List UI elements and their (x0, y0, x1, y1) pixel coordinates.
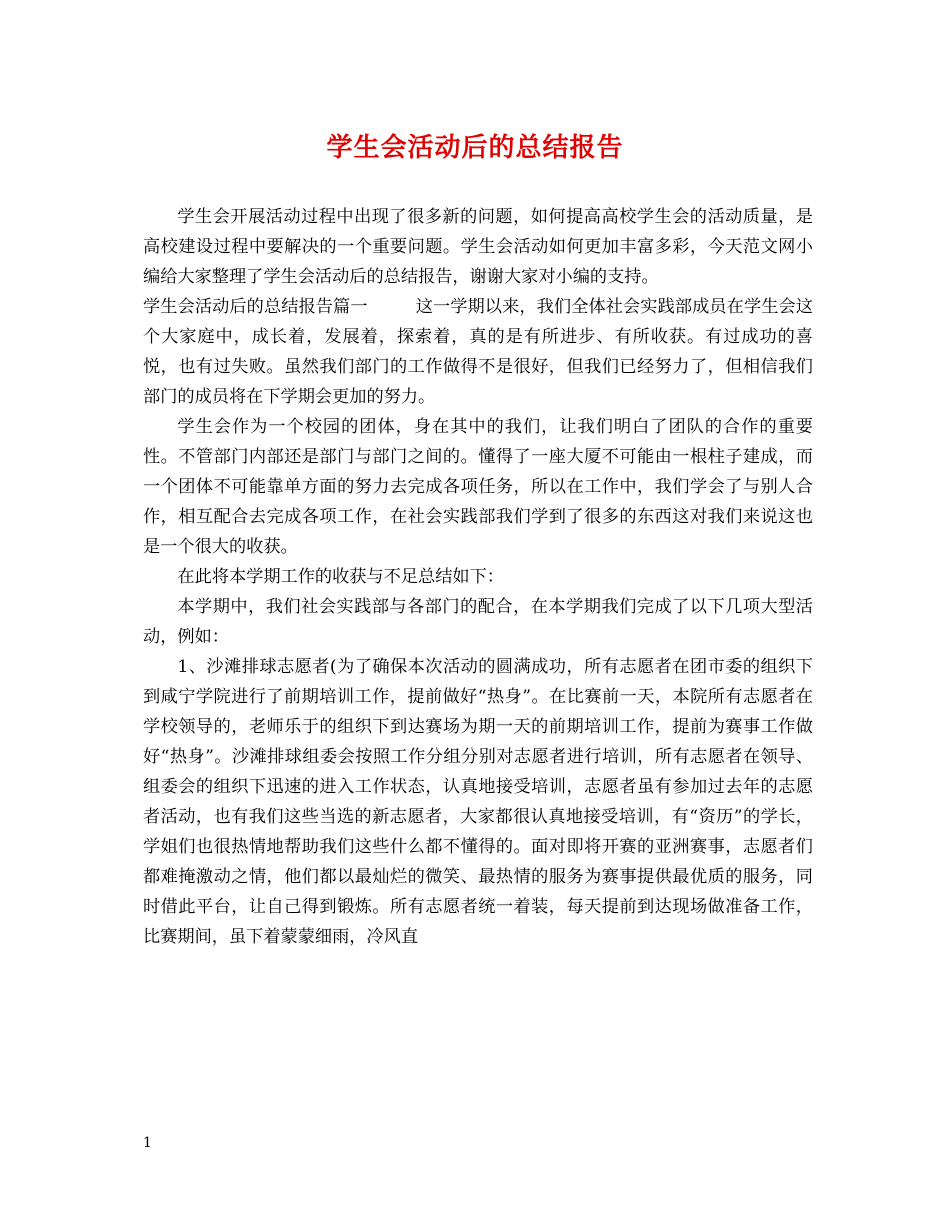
document-body (143, 202, 813, 952)
document-title: 学生会活动后的总结报告 (326, 133, 624, 163)
intro-paragraph: 学生会开展活动过程中出现了很多新的问题，如何提高高校学生会的活动质量，是高校建设过程中要解决的一个重要问题。学生会活动如何更加丰富多彩，今天范文网小编给大家整理了学生会活动后的总结报告，谢谢大家对小编的支持。 (143, 207, 813, 287)
team-paragraph: 学生会作为一个校园的团体，身在其中的我们，让我们明白了团队的合作的重要性。不管部门内部还是部门与部门之间的。懂得了一座大厦不可能由一根柱子建成，而一个团体不可能靠单方面的努力去完成各项任务，所以在工作中，我们学会了与别人合作，相互配合去完成各项工作，在社会实践部我们学到了很多的东西这对我们来说这也是一个很大的收获。 (143, 417, 813, 557)
summary-intro-paragraph: 在此将本学期工作的收获与不足总结如下： (177, 567, 504, 587)
section-first-text: 这一学期以来，我们全体社会实践部成员在学生会这个大家庭中，成长着，发展着，探索着，真的是有所进步、有所收获。有过成功的喜悦，也有过失败。虽然我们部门的工作做得不是很好，但我们已经努力了，但相信我们部门的成员将在下学期会更加的努力。 (143, 297, 813, 407)
activity-item-1-paragraph: 1、沙滩排球志愿者(为了确保本次活动的圆满成功，所有志愿者在团市委的组织下到咸宁学院进行了前期培训工作，提前做好“热身”。在比赛前一天，本院所有志愿者在学校领导的，老师乐于的组织下到达赛场为期一天的前期培训工作，提前为赛事工作做好“热身”。沙滩排球组委会按照工作分组分别对志愿者进行培训，所有志愿者在领导、组委会的组织下迅速的进入工作状态，认真地接受培训，志愿者虽有参加过去年的志愿者活动，也有我们这些当选的新志愿者，大家都很认真地接受培训，有“资历”的学长，学姐们也很热情地帮助我们这些什么都不懂得的。面对即将开赛的亚洲赛事，志愿者们都难掩激动之情，他们都以最灿烂的微笑、最热情的服务为赛事提供最优质的服务，同时借此平台，让自己得到锻炼。所有志愿者统一着装，每天提前到达现场做准备工作，比赛期间，虽下着蒙蒙细雨，冷风直 (143, 657, 813, 947)
section-first-paragraph (143, 292, 813, 412)
page-number: 1 (143, 1135, 152, 1151)
activities-intro-paragraph: 本学期中，我们社会实践部与各部门的配合，在本学期我们完成了以下几项大型活动，例如： (143, 597, 813, 647)
section-heading: 学生会活动后的总结报告篇一 (143, 297, 368, 317)
